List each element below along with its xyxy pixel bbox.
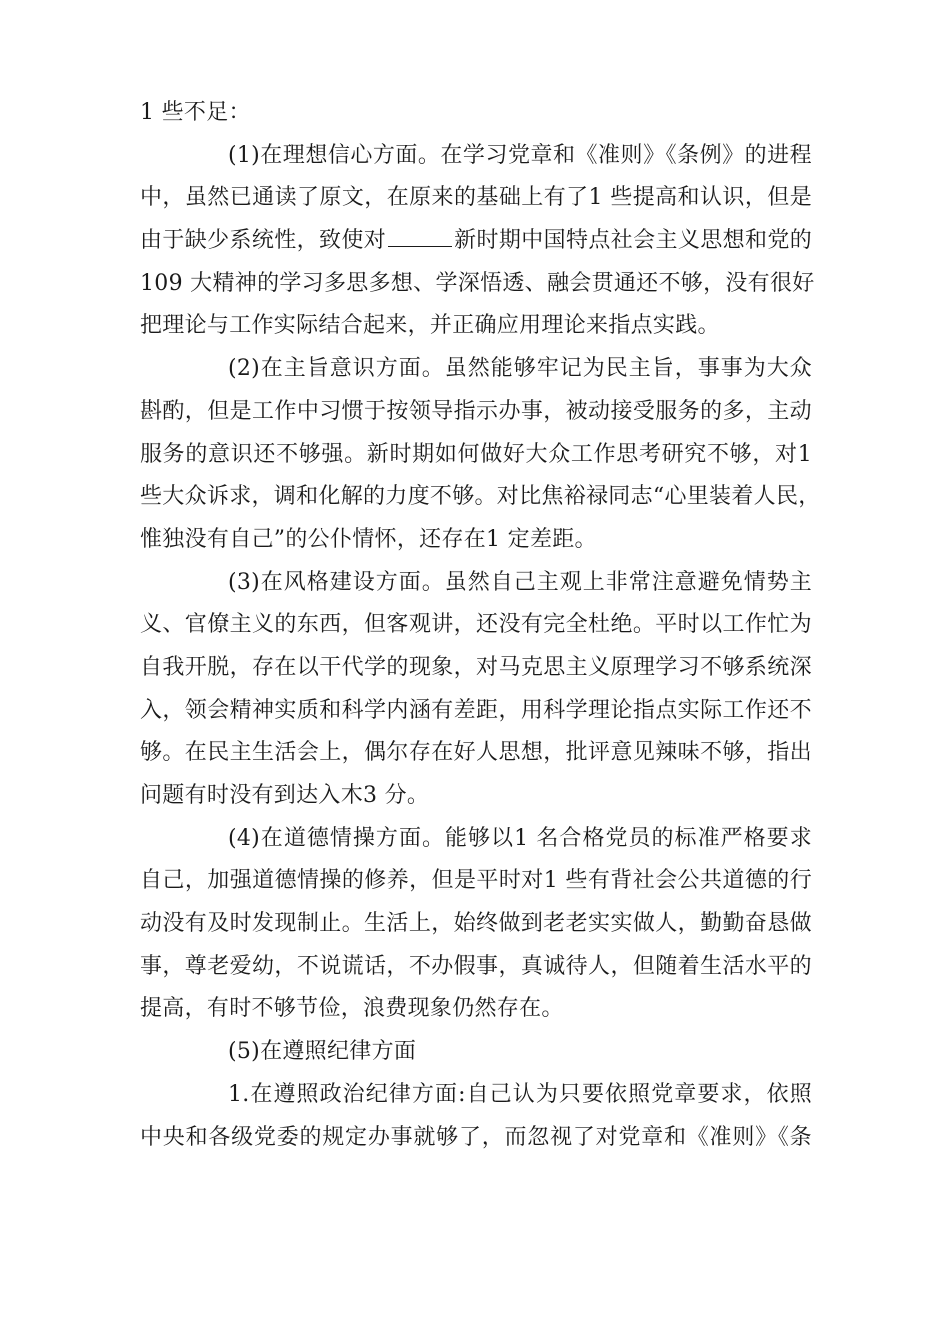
text-line: 惟独没有自己”的公仆情怀，还存在1 定差距。	[140, 526, 597, 552]
text-line: 些大众诉求，调和化解的力度不够。对比焦裕禄同志“心里装着人民，	[140, 484, 821, 510]
text-line: (2)在主旨意识方面。虽然能够牢记为民主旨，事事为大众	[228, 356, 812, 382]
blank-underline	[388, 228, 452, 247]
text-line: 动没有及时发现制止。生活上，始终做到老老实实做人，勤勤奋恳做	[140, 911, 812, 937]
text-line: (3)在风格建设方面。虽然自己主观上非常注意避免情势主	[228, 569, 812, 595]
text-line	[140, 220, 812, 263]
text-line: 问题有时没有到达入木3 分。	[140, 783, 430, 808]
text-line: 自己，加强道德情操的修养，但是平时对1 些有背社会公共道德的行	[140, 868, 812, 894]
text-line: 入，领会精神实质和科学内涵有差距，用科学理论指点实际工作还不	[140, 697, 812, 723]
text-line: 109 大精神的学习多思多想、学深悟透、融会贯通还不够，没有很好	[140, 270, 815, 296]
document-body	[140, 92, 821, 1159]
text-line: 服务的意识还不够强。新时期如何做好大众工作思考研究不够，对1	[140, 441, 812, 467]
text-line: 义、官僚主义的东西，但客观讲，还没有完全杜绝。平时以工作忙为	[140, 612, 812, 638]
text-line: 把理论与工作实际结合起来，并正确应用理论来指点实践。	[140, 313, 720, 339]
text-line: 1 些不足：	[140, 100, 251, 125]
text-line: 事，尊老爱幼，不说谎话，不办假事，真诚待人，但随着生活水平的	[140, 953, 812, 979]
text-line: 斟酌，但是工作中习惯于按领导指示办事，被动接受服务的多，主动	[140, 398, 812, 424]
text-line: 够。在民主生活会上，偶尔存在好人思想，批评意见辣味不够，指出	[140, 740, 812, 766]
text-line: 1.在遵照政治纪律方面:自己认为只要依照党章要求，依照	[228, 1081, 812, 1107]
text-fragment: 新时期中国特点社会主义思想和党的	[454, 228, 812, 254]
text-line: 自我开脱，存在以干代学的现象，对马克思主义原理学习不够系统深	[140, 654, 812, 680]
text-line: 中央和各级党委的规定办事就够了，而忽视了对党章和《准则》《条	[140, 1124, 812, 1150]
text-line: (1)在理想信心方面。在学习党章和《准则》《条例》的进程	[228, 142, 812, 168]
text-line: 提高，有时不够节俭，浪费现象仍然存在。	[140, 996, 564, 1022]
text-line: (5)在遵照纪律方面	[228, 1039, 417, 1065]
text-fragment: 由于缺少系统性，致使对	[140, 228, 387, 254]
text-line: (4)在道德情操方面。能够以1 名合格党员的标准严格要求	[228, 825, 812, 851]
text-line: 中，虽然已通读了原文，在原来的基础上有了1 些提高和认识，但是	[140, 185, 812, 211]
